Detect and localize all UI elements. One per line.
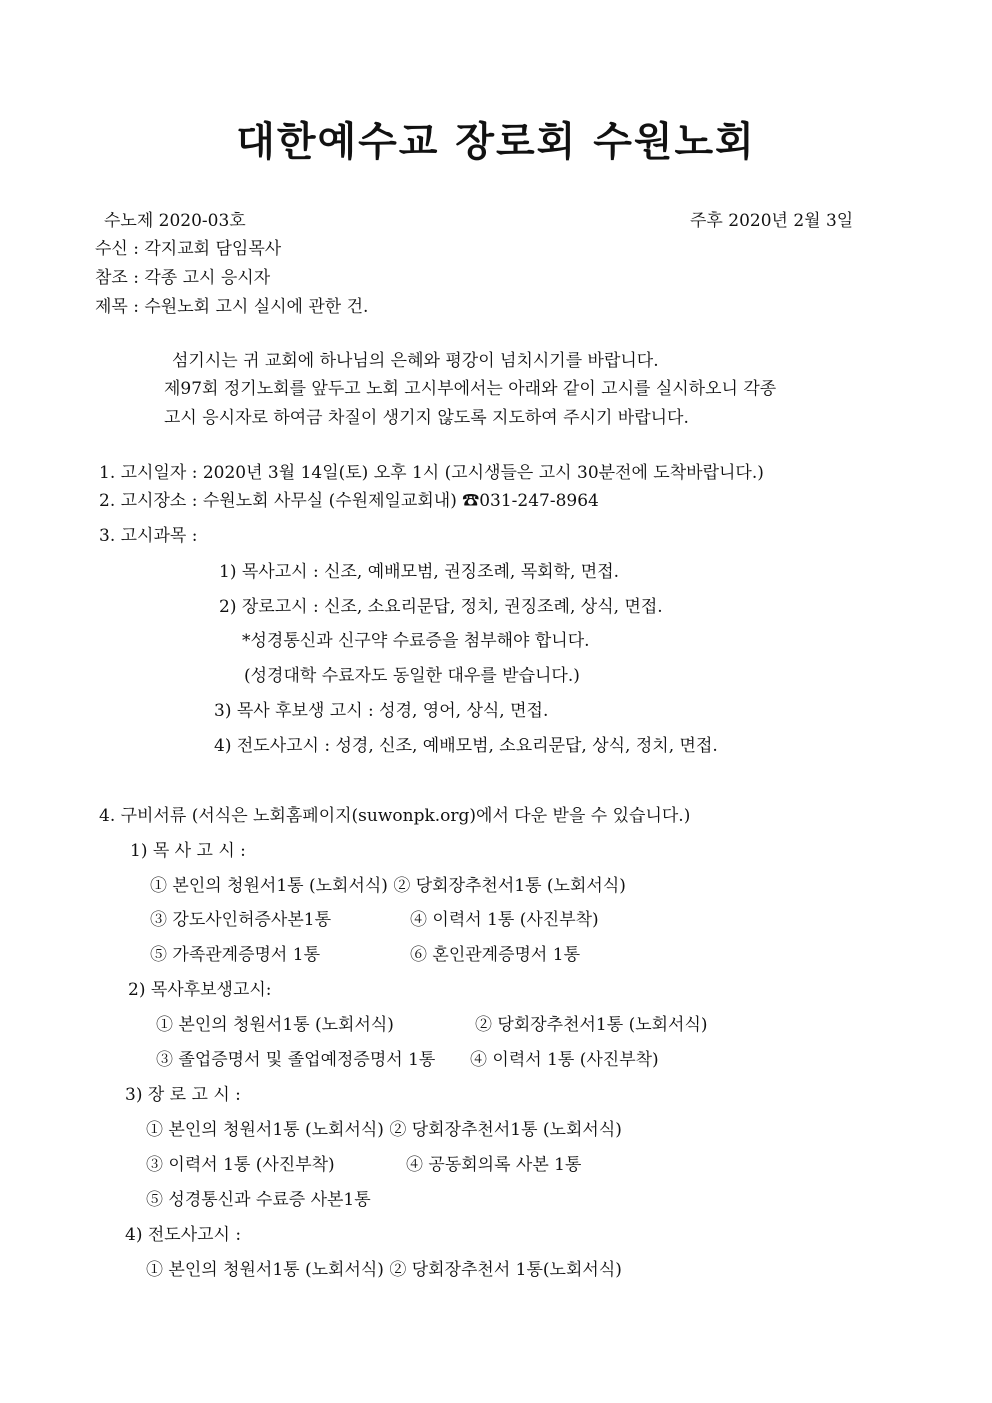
candidate-docs-item-1: ① 본인의 청원서1통 (노회서식)	[156, 1015, 394, 1035]
document-number: 수노제 2020-03호	[104, 211, 246, 231]
exam-subjects-heading: 3. 고시과목 :	[99, 526, 198, 546]
exam-location-item: 2. 고시장소 : 수원노회 사무실 (수원제일교회내) ☎031-247-8964	[99, 491, 599, 511]
recipient-line: 수신 : 각지교회 담임목사	[95, 239, 282, 259]
elder-exam-note: *성경통신과 신구약 수료증을 첨부해야 합니다.	[242, 631, 590, 651]
candidate-docs-item-4: ④ 이력서 1통 (사진부착)	[470, 1050, 659, 1070]
elder-docs-heading: 3) 장 로 고 시 :	[125, 1085, 241, 1105]
elder-exam-note-2: (성경대학 수료자도 동일한 대우를 받습니다.)	[244, 666, 580, 686]
pastor-docs-item-3: ③ 강도사인허증사본1통	[150, 910, 332, 930]
document-title: 대한예수교 장로회 수원노회	[236, 118, 756, 165]
elder-docs-item-3: ③ 이력서 1통 (사진부착)	[146, 1155, 335, 1175]
evangelist-docs-heading: 4) 전도사고시 :	[125, 1225, 242, 1245]
elder-docs-item-4: ④ 공동회의록 사본 1통	[406, 1155, 582, 1175]
evangelist-exam-subjects: 4) 전도사고시 : 성경, 신조, 예배모범, 소요리문답, 상식, 정치, 면접.	[214, 736, 718, 756]
elder-docs-item-5: ⑤ 성경통신과 수료증 사본1통	[146, 1190, 371, 1210]
intro-line-1: 섬기시는 귀 교회에 하나님의 은혜와 평강이 넘치시기를 바랍니다.	[172, 351, 659, 371]
pastor-docs-item-4: ④ 이력서 1통 (사진부착)	[410, 910, 599, 930]
candidate-docs-heading: 2) 목사후보생고시:	[128, 980, 272, 1000]
reference-line: 참조 : 각종 고시 응시자	[95, 268, 271, 288]
subject-line: 제목 : 수원노회 고시 실시에 관한 건.	[95, 297, 369, 317]
pastor-exam-subjects: 1) 목사고시 : 신조, 예배모범, 권징조례, 목회학, 면접.	[219, 562, 620, 582]
document-date: 주후 2020년 2월 3일	[690, 211, 854, 231]
pastor-docs-line-1: ① 본인의 청원서1통 (노회서식) ② 당회장추천서1통 (노회서식)	[150, 876, 626, 896]
elder-exam-subjects: 2) 장로고시 : 신조, 소요리문답, 정치, 권징조례, 상식, 면접.	[219, 597, 663, 617]
pastor-docs-item-6: ⑥ 혼인관계증명서 1통	[410, 945, 580, 965]
required-docs-heading: 4. 구비서류 (서식은 노회홈페이지(suwonpk.org)에서 다운 받을 수 있습니다.)	[99, 806, 691, 826]
evangelist-docs-line-1: ① 본인의 청원서1통 (노회서식) ② 당회장추천서 1통(노회서식)	[146, 1260, 622, 1280]
pastor-docs-heading: 1) 목 사 고 시 :	[130, 841, 246, 861]
exam-date-item: 1. 고시일자 : 2020년 3월 14일(토) 오후 1시 (고시생들은 고시 30분전에 도착바랍니다.)	[99, 463, 764, 483]
elder-docs-line-1: ① 본인의 청원서1통 (노회서식) ② 당회장추천서1통 (노회서식)	[146, 1120, 622, 1140]
intro-line-2: 제97회 정기노회를 앞두고 노회 고시부에서는 아래와 같이 고시를 실시하오니 각종	[164, 379, 777, 399]
candidate-docs-item-2: ② 당회장추천서1통 (노회서식)	[475, 1015, 708, 1035]
candidate-exam-subjects: 3) 목사 후보생 고시 : 성경, 영어, 상식, 면접.	[214, 701, 549, 721]
pastor-docs-item-5: ⑤ 가족관계증명서 1통	[150, 945, 320, 965]
candidate-docs-item-3: ③ 졸업증명서 및 졸업예정증명서 1통	[156, 1050, 436, 1070]
intro-line-3: 고시 응시자로 하여금 차질이 생기지 않도록 지도하여 주시기 바랍니다.	[164, 408, 689, 428]
